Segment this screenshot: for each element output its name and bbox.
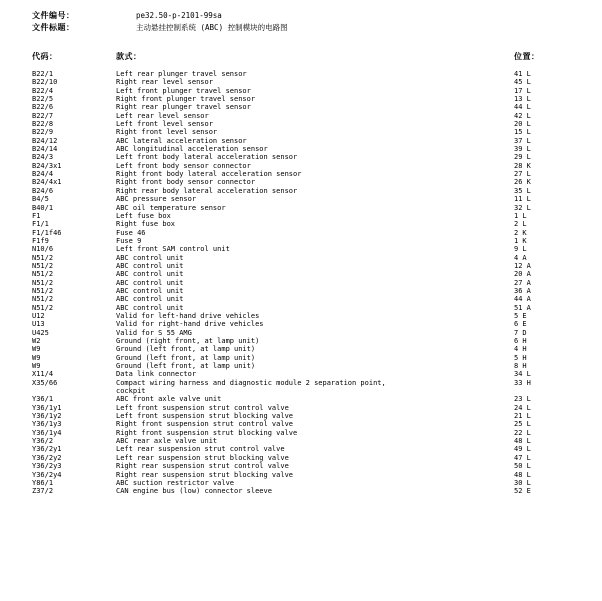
- row-code: Z37/2: [32, 487, 54, 496]
- table-row: [32, 170, 572, 178]
- row-code: U13: [32, 320, 45, 329]
- row-desc: Left front suspension strut control valve: [116, 403, 289, 412]
- table-row: [32, 345, 572, 353]
- row-desc: Right front body lateral acceleration sensor: [116, 170, 302, 179]
- row-desc: Right rear level sensor: [116, 78, 213, 87]
- row-desc: Ground (right front, at lamp unit): [116, 337, 260, 345]
- row-pos: 45 L: [514, 78, 531, 87]
- row-code: Y36/2: [32, 437, 54, 446]
- row-desc: Right front body sensor connector: [116, 178, 256, 187]
- row-code: N10/6: [32, 245, 54, 254]
- doc-title-value: 主动悬挂控制系统 (ABC) 控制模块的电路图: [136, 23, 288, 32]
- row-desc: Compact wiring harness and diagnostic module 2 separation point,: [116, 378, 386, 387]
- row-code: N51/2: [32, 278, 54, 287]
- row-code: W9: [32, 345, 41, 354]
- row-desc: Right front plunger travel sensor: [116, 95, 256, 104]
- row-pos: 44 A: [514, 295, 531, 304]
- component-table: [32, 70, 572, 496]
- row-code: Y36/1y4: [32, 428, 62, 437]
- row-pos: 13 L: [514, 95, 531, 104]
- row-desc: Left rear plunger travel sensor: [116, 70, 247, 78]
- row-pos: 24 L: [514, 403, 531, 412]
- row-pos: 5 H: [514, 353, 527, 362]
- row-desc: ABC control unit: [116, 295, 184, 304]
- table-row: [32, 387, 572, 395]
- row-code: B22/8: [32, 120, 54, 129]
- row-desc: ABC longitudinal acceleration sensor: [116, 145, 268, 154]
- row-code: B24/6: [32, 186, 54, 195]
- row-code: N51/2: [32, 261, 54, 270]
- row-desc: Left front suspension strut blocking valve: [116, 412, 294, 421]
- row-desc: ABC control unit: [116, 270, 184, 279]
- doc-number-row: [32, 10, 572, 22]
- header-pos: 位置：: [514, 52, 540, 61]
- table-row: [32, 120, 572, 128]
- row-desc: Ground (left front, at lamp unit): [116, 362, 256, 371]
- row-code: Y36/2y1: [32, 445, 62, 454]
- row-desc: ABC pressure sensor: [116, 195, 197, 204]
- table-row: [32, 103, 572, 111]
- row-pos: 52 E: [514, 487, 531, 496]
- row-code: N51/2: [32, 303, 54, 312]
- row-code: B24/3: [32, 153, 54, 162]
- row-pos: 27 L: [514, 170, 531, 179]
- row-pos: 1 K: [514, 236, 527, 245]
- row-desc: Right rear body lateral acceleration sensor: [116, 186, 298, 195]
- row-code: Y86/1: [32, 478, 54, 487]
- table-row: [32, 487, 572, 495]
- row-pos: 17 L: [514, 86, 531, 95]
- row-code: [32, 387, 116, 395]
- table-row: [32, 454, 572, 462]
- row-code: B22/9: [32, 128, 54, 137]
- row-code: B22/5: [32, 95, 54, 104]
- table-row: [32, 412, 572, 420]
- row-desc: Right rear suspension strut blocking valve: [116, 470, 294, 479]
- row-code: Y36/1y1: [32, 403, 62, 412]
- row-pos: 49 L: [514, 445, 531, 454]
- row-code: Y36/1y2: [32, 412, 62, 421]
- row-code: B24/4: [32, 170, 54, 179]
- row-pos: 39 L: [514, 145, 531, 154]
- table-row: [32, 270, 572, 278]
- row-code: W9: [32, 362, 41, 371]
- table-row: [32, 312, 572, 320]
- row-pos: 34 L: [514, 370, 531, 379]
- table-row: [32, 187, 572, 195]
- row-code: N51/2: [32, 286, 54, 295]
- table-row: [32, 128, 572, 136]
- row-desc: Left rear level sensor: [116, 111, 209, 120]
- table-row: [32, 320, 572, 328]
- row-pos: 20 A: [514, 270, 531, 279]
- row-desc: ABC suction restrictor valve: [116, 478, 235, 487]
- row-pos: 51 A: [514, 303, 531, 312]
- row-pos: 11 L: [514, 195, 531, 204]
- row-pos: 4 H: [514, 345, 527, 354]
- row-code: W2: [32, 337, 41, 345]
- table-row: [32, 404, 572, 412]
- row-desc: ABC control unit: [116, 278, 184, 287]
- row-desc: CAN engine bus (low) connector sleeve: [116, 487, 272, 496]
- table-row: [32, 195, 572, 203]
- table-row: [32, 287, 572, 295]
- row-desc: Left front body lateral acceleration sensor: [116, 153, 298, 162]
- row-desc: Right rear suspension strut control valve: [116, 462, 289, 471]
- row-desc: Valid for S 55 AMG: [116, 328, 192, 337]
- row-pos: 28 K: [514, 161, 531, 170]
- row-code: F1/1: [32, 220, 49, 229]
- table-row: [32, 354, 572, 362]
- row-desc: ABC control unit: [116, 253, 184, 262]
- row-pos: 48 L: [514, 437, 531, 446]
- row-code: B4/5: [32, 195, 49, 204]
- row-pos: 2 L: [514, 220, 527, 229]
- row-pos: 41 L: [514, 70, 531, 78]
- row-code: X35/66: [32, 378, 58, 387]
- table-row: [32, 153, 572, 161]
- table-row: [32, 162, 572, 170]
- table-row: [32, 262, 572, 270]
- table-row: [32, 145, 572, 153]
- table-row: [32, 479, 572, 487]
- row-desc: Left front level sensor: [116, 120, 213, 129]
- row-desc: Fuse 46: [116, 228, 146, 237]
- row-pos: 48 L: [514, 470, 531, 479]
- row-code: U12: [32, 311, 45, 320]
- table-row: [32, 70, 572, 78]
- table-row: [32, 370, 572, 378]
- row-code: Y36/1: [32, 395, 54, 404]
- row-desc: Left rear suspension strut control valve: [116, 445, 285, 454]
- row-code: B24/14: [32, 145, 58, 154]
- row-code: F1: [32, 211, 41, 220]
- row-pos: 47 L: [514, 453, 531, 462]
- document-meta: [32, 10, 572, 34]
- table-row: [32, 395, 572, 403]
- row-desc: Ground (left front, at lamp unit): [116, 345, 256, 354]
- row-desc: Right rear plunger travel sensor: [116, 103, 251, 112]
- doc-number-value: pe32.50-p-2101-99sa: [136, 11, 222, 20]
- row-desc: ABC control unit: [116, 261, 184, 270]
- table-header: [32, 51, 572, 63]
- row-desc: ABC lateral acceleration sensor: [116, 136, 247, 145]
- table-row: [32, 212, 572, 220]
- row-desc: Data link connector: [116, 370, 197, 379]
- doc-title-row: [32, 22, 572, 34]
- row-code: N51/2: [32, 295, 54, 304]
- row-pos: 26 K: [514, 178, 531, 187]
- row-pos: 30 L: [514, 478, 531, 487]
- row-desc: ABC front axle valve unit: [116, 395, 222, 404]
- row-pos: 25 L: [514, 420, 531, 429]
- row-code: Y36/2y4: [32, 470, 62, 479]
- row-desc: ABC control unit: [116, 303, 184, 312]
- row-desc: ABC rear axle valve unit: [116, 437, 218, 446]
- row-desc: Valid for right-hand drive vehicles: [116, 320, 264, 329]
- row-code: N51/2: [32, 253, 54, 262]
- row-code: B22/4: [32, 86, 54, 95]
- table-row: [32, 437, 572, 445]
- table-row: [32, 471, 572, 479]
- row-code: B40/1: [32, 203, 54, 212]
- table-row: [32, 429, 572, 437]
- table-row: [32, 420, 572, 428]
- row-pos: 50 L: [514, 462, 531, 471]
- table-row: [32, 178, 572, 186]
- row-desc: Ground (left front, at lamp unit): [116, 353, 256, 362]
- table-row: [32, 78, 572, 86]
- row-pos: 7 D: [514, 328, 527, 337]
- row-pos: 20 L: [514, 120, 531, 129]
- table-row: [32, 462, 572, 470]
- row-code: U425: [32, 328, 49, 337]
- row-code: N51/2: [32, 270, 54, 279]
- table-row: [32, 295, 572, 303]
- row-code: B24/12: [32, 136, 58, 145]
- row-desc: Left rear suspension strut blocking valve: [116, 453, 289, 462]
- table-row: [32, 237, 572, 245]
- table-row: [32, 329, 572, 337]
- row-code: B24/3x1: [32, 161, 62, 170]
- row-desc: ABC oil temperature sensor: [116, 203, 226, 212]
- table-row: [32, 229, 572, 237]
- row-code: B22/6: [32, 103, 54, 112]
- row-pos: [514, 387, 572, 395]
- row-desc: Right fuse box: [116, 220, 176, 229]
- row-desc: Right front level sensor: [116, 128, 218, 137]
- row-pos: 8 H: [514, 362, 527, 371]
- table-row: [32, 204, 572, 212]
- row-desc: Right front suspension strut control valve: [116, 420, 294, 429]
- row-pos: 35 L: [514, 186, 531, 195]
- row-desc: cockpit: [116, 387, 146, 396]
- table-row: [32, 220, 572, 228]
- row-pos: 15 L: [514, 128, 531, 137]
- row-pos: 37 L: [514, 136, 531, 145]
- row-code: Y36/2y3: [32, 462, 62, 471]
- row-pos: 33 H: [514, 378, 531, 387]
- row-code: B22/1: [32, 70, 54, 78]
- row-pos: 29 L: [514, 153, 531, 162]
- row-code: Y36/1y3: [32, 420, 62, 429]
- row-code: B22/10: [32, 78, 58, 87]
- table-row: [32, 95, 572, 103]
- doc-number-label: 文件编号：: [32, 11, 75, 20]
- table-row: [32, 254, 572, 262]
- header-code: 代码：: [32, 52, 58, 61]
- table-row: [32, 245, 572, 253]
- row-desc: Left fuse box: [116, 211, 171, 220]
- row-pos: 6 E: [514, 320, 527, 329]
- table-row: [32, 279, 572, 287]
- row-pos: 5 E: [514, 311, 527, 320]
- row-code: B22/7: [32, 111, 54, 120]
- row-desc: Valid for left-hand drive vehicles: [116, 311, 260, 320]
- row-pos: 4 A: [514, 253, 527, 262]
- row-pos: 44 L: [514, 103, 531, 112]
- table-row: [32, 362, 572, 370]
- row-desc: ABC control unit: [116, 286, 184, 295]
- row-pos: 9 L: [514, 245, 527, 254]
- table-row: [32, 379, 572, 387]
- row-pos: 22 L: [514, 428, 531, 437]
- row-pos: 21 L: [514, 412, 531, 421]
- row-code: W9: [32, 353, 41, 362]
- row-desc: Left front plunger travel sensor: [116, 86, 251, 95]
- row-code: F1/1f46: [32, 228, 62, 237]
- row-code: F1f9: [32, 236, 49, 245]
- row-pos: 1 L: [514, 211, 527, 220]
- row-pos: 36 A: [514, 286, 531, 295]
- row-desc: Left front body sensor connector: [116, 161, 251, 170]
- header-desc: 款式：: [116, 52, 142, 61]
- row-code: X11/4: [32, 370, 54, 379]
- table-row: [32, 112, 572, 120]
- row-code: B24/4x1: [32, 178, 62, 187]
- row-pos: 42 L: [514, 111, 531, 120]
- row-pos: 27 A: [514, 278, 531, 287]
- table-row: [32, 445, 572, 453]
- row-pos: 2 K: [514, 228, 527, 237]
- row-desc: Left front SAM control unit: [116, 245, 230, 254]
- table-row: [32, 87, 572, 95]
- row-code: Y36/2y2: [32, 453, 62, 462]
- table-row: [32, 137, 572, 145]
- table-row: [32, 337, 572, 345]
- row-desc: Fuse 9: [116, 236, 142, 245]
- row-pos: 12 A: [514, 261, 531, 270]
- table-row: [32, 304, 572, 312]
- row-desc: Right front suspension strut blocking valve: [116, 428, 298, 437]
- doc-title-label: 文件标题：: [32, 23, 75, 32]
- row-pos: 6 H: [514, 337, 527, 345]
- row-pos: 32 L: [514, 203, 531, 212]
- row-pos: 23 L: [514, 395, 531, 404]
